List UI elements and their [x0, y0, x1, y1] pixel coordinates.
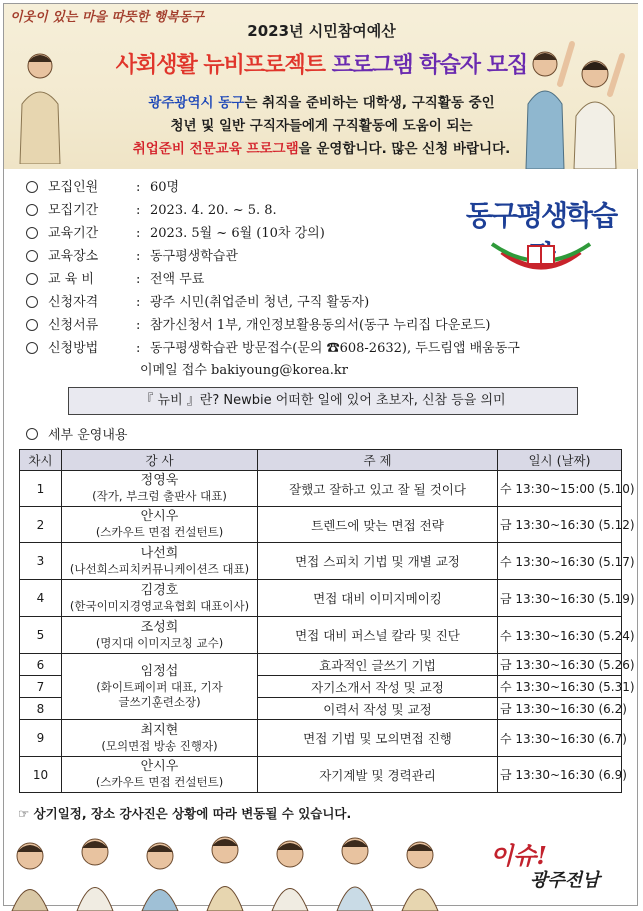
- footnote: ☞ 상기일정, 장소 강사진은 상황에 따라 변동될 수 있습니다.: [18, 806, 352, 821]
- info-label: 신청서류: [48, 318, 99, 333]
- table-row: [20, 757, 622, 793]
- info-row: 교육장소 : 동구평생학습관: [16, 245, 456, 268]
- circle-bullet-icon: [26, 204, 38, 216]
- date-cell: 수 13:30~16:30 (5.24): [498, 617, 622, 654]
- session-number: 4: [20, 580, 62, 617]
- topic-cell: 면접 스피치 기법 및 개별 교정: [258, 543, 498, 580]
- schedule-table: [19, 449, 635, 793]
- intro-line-2: 청년 및 일반 구직자들에게 구직활동에 도움이 되는: [170, 118, 473, 134]
- section-heading: [26, 424, 127, 443]
- topic-cell: 트렌드에 맞는 면접 전략: [258, 507, 498, 543]
- logo-text: 동구평생학습: [465, 199, 617, 232]
- info-label: 모집기간: [48, 203, 99, 218]
- topic-cell: 잘했고 잘하고 있고 잘 될 것이다: [258, 471, 498, 507]
- table-row: [20, 654, 622, 676]
- date-cell: 금 13:30~16:30 (5.19): [498, 580, 622, 617]
- info-value: 동구평생학습관 방문접수(문의 ☎608-2632), 두드림앱 배움동구: [150, 341, 520, 356]
- instructor-name: 안시우: [140, 759, 179, 774]
- topic-cell: 효과적인 글쓰기 기법: [258, 654, 498, 676]
- info-value: 참가신청서 1부, 개인정보활용동의서(동구 누리집 다운로드): [150, 318, 491, 333]
- email-line: 이메일 접수 bakiyoung@korea.kr: [140, 363, 348, 378]
- learning-center-logo: [462, 182, 620, 274]
- table-row: [20, 471, 622, 507]
- instructor-cell: [62, 757, 258, 793]
- info-value: 2023. 5월 ~ 6월 (10차 강의): [150, 226, 325, 241]
- topic-cell: 자기소개서 작성 및 교정: [258, 676, 498, 698]
- session-number: 10: [20, 757, 62, 793]
- intro-text: [0, 92, 643, 161]
- session-number: 7: [20, 676, 62, 698]
- date-cell: 수 13:30~16:30 (5.17): [498, 543, 622, 580]
- date-cell: 금 13:30~16:30 (6.9): [498, 757, 622, 793]
- info-value: 동구평생학습관: [150, 249, 238, 264]
- newbie-definition-box: 『 뉴비 』란? Newbie 어떠한 일에 있어 초보자, 신참 등을 의미: [68, 387, 578, 415]
- session-number: 3: [20, 543, 62, 580]
- brand-logo-bottom: 광주전남: [530, 870, 600, 891]
- table-row: [20, 617, 622, 654]
- info-value: 전액 무료: [150, 272, 205, 287]
- topic-cell: 이력서 작성 및 교정: [258, 698, 498, 720]
- topic-cell: 면접 기법 및 모의면접 진행: [258, 720, 498, 757]
- date-cell: 수 13:30~15:00 (5.10): [498, 471, 622, 507]
- info-value: 60명: [150, 180, 180, 195]
- instructor-name: 안시우: [140, 509, 179, 524]
- date-cell: 수 13:30~16:30 (5.31): [498, 676, 622, 698]
- info-row: 신청방법 : 동구평생학습관 방문접수(문의 ☎608-2632), 두드림앱 배움동구: [16, 337, 456, 360]
- title-part-1: 사회생활 뉴비프로젝트: [115, 53, 325, 78]
- book-arc-icon: [462, 182, 620, 274]
- intro-line-3: 을 운영합니다. 많은 신청 바랍니다.: [298, 141, 511, 157]
- topic-cell: 자기계발 및 경력관리: [258, 757, 498, 793]
- info-value: 광주 시민(취업준비 청년, 구직 활동자): [150, 295, 370, 310]
- info-label: 교 육 비: [48, 272, 94, 287]
- instructor-org: (화이트페이퍼 대표, 기자: [96, 679, 223, 694]
- instructor-cell: [62, 543, 258, 580]
- session-number: 8: [20, 698, 62, 720]
- instructor-cell: [62, 617, 258, 654]
- table-header-row: [20, 450, 622, 471]
- year-line: 2023년 시민참여예산: [247, 22, 396, 40]
- info-label: 교육장소: [48, 249, 99, 264]
- circle-bullet-icon: [26, 319, 38, 331]
- info-row: 모집인원 : 60명: [16, 176, 456, 199]
- instructor-name: 나선희: [140, 545, 179, 561]
- session-number: 2: [20, 507, 62, 543]
- table-row: [20, 507, 622, 543]
- instructor-cell: [62, 580, 258, 617]
- instructor-name: 임정섭: [140, 663, 179, 679]
- brand-logo: [480, 836, 630, 906]
- circle-bullet-icon: [26, 428, 38, 440]
- date-cell: 금 13:30~16:30 (5.12): [498, 507, 622, 543]
- slogan-text: 이웃이 있는 마을 따뜻한 행복동구: [10, 10, 204, 25]
- header-session: 차시: [20, 450, 62, 471]
- header-instructor: 강 사: [62, 450, 258, 471]
- intro-line-1: 는 취직을 준비하는 대학생, 구직활동 중인: [244, 95, 495, 111]
- instructor-cell: [62, 507, 258, 543]
- circle-bullet-icon: [26, 227, 38, 239]
- header-topic: 주 제: [258, 450, 498, 471]
- circle-bullet-icon: [26, 296, 38, 308]
- instructor-org: (작가, 부크럼 출판사 대표): [92, 489, 227, 503]
- instructor-cell: [62, 471, 258, 507]
- section-title: 세부 운영내용: [48, 428, 128, 443]
- instructor-org: (모의면접 방송 진행자): [101, 738, 218, 753]
- intro-highlight-city: 광주광역시 동구: [148, 95, 245, 111]
- title-part-2: 프로그램 학습자 모집: [331, 53, 528, 78]
- instructor-org: (한국이미지경영교육협회 대표이사): [69, 598, 250, 613]
- topic-cell: 면접 대비 이미지메이킹: [258, 580, 498, 617]
- instructor-name: 정영욱: [140, 473, 179, 488]
- session-number: 1: [20, 471, 62, 507]
- instructor-name: 김경호: [140, 582, 179, 598]
- info-label: 신청방법: [48, 341, 99, 356]
- instructor-name: 조성희: [140, 619, 179, 635]
- info-row: 교 육 비 : 전액 무료: [16, 268, 456, 291]
- info-label: 신청자격: [48, 295, 99, 310]
- info-row: 신청서류 : 참가신청서 1부, 개인정보활용동의서(동구 누리집 다운로드): [16, 314, 456, 337]
- circle-bullet-icon: [26, 181, 38, 193]
- info-value: 2023. 4. 20. ~ 5. 8.: [150, 203, 277, 218]
- instructor-org: (나선희스피치커뮤니케이션즈 대표): [69, 561, 250, 576]
- instructor-cell: [62, 720, 258, 757]
- info-label: 모집인원: [48, 180, 99, 195]
- circle-bullet-icon: [26, 342, 38, 354]
- instructor-org: (스카우트 면접 컨설턴트): [95, 525, 224, 539]
- table-row: [20, 580, 622, 617]
- circle-bullet-icon: [26, 250, 38, 262]
- info-label: 교육기간: [48, 226, 99, 241]
- topic-cell: 면접 대비 퍼스널 칼라 및 진단: [258, 617, 498, 654]
- page-title: [0, 48, 643, 79]
- instructor-org: 글쓰기훈련소장): [118, 694, 201, 709]
- circle-bullet-icon: [26, 273, 38, 285]
- instructor-cell: [62, 654, 258, 720]
- date-cell: 금 13:30~16:30 (6.2): [498, 698, 622, 720]
- info-row: 신청자격 : 광주 시민(취업준비 청년, 구직 활동자): [16, 291, 456, 314]
- brand-logo-top: 이슈!: [490, 841, 547, 870]
- session-number: 5: [20, 617, 62, 654]
- header-date: 일시 (날짜): [498, 450, 622, 471]
- table-row: [20, 543, 622, 580]
- date-cell: 금 13:30~16:30 (5.26): [498, 654, 622, 676]
- instructor-org: (명지대 이미지코칭 교수): [95, 635, 224, 650]
- instructor-org: (스카우트 면접 컨설턴트): [95, 775, 224, 789]
- info-row: 모집기간 : 2023. 4. 20. ~ 5. 8.: [16, 199, 456, 222]
- session-number: 9: [20, 720, 62, 757]
- session-number: 6: [20, 654, 62, 676]
- info-row: 교육기간 : 2023. 5월 ~ 6월 (10차 강의): [16, 222, 456, 245]
- table-row: [20, 720, 622, 757]
- instructor-name: 최지현: [140, 722, 179, 738]
- info-list: [16, 176, 520, 382]
- intro-highlight-program: 취업준비 전문교육 프로그램: [132, 141, 299, 157]
- date-cell: 수 13:30~16:30 (6.7): [498, 720, 622, 757]
